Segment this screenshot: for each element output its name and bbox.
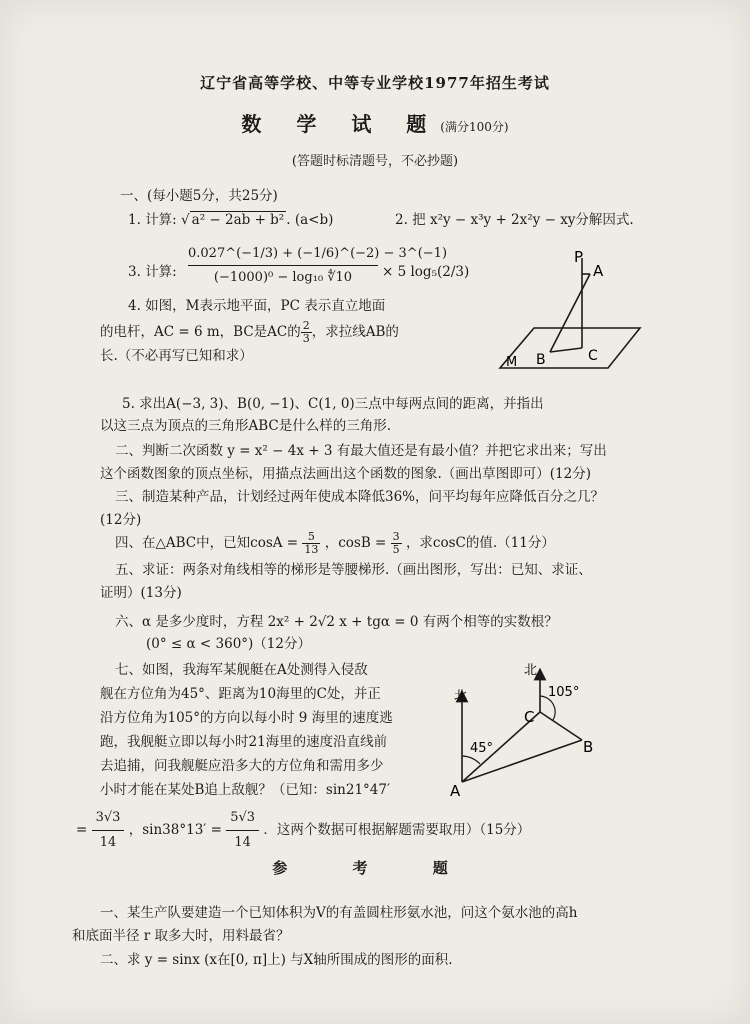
figure-bearing	[440, 660, 610, 800]
part1-heading: 一、(每小题5分，共25分)	[120, 188, 278, 204]
line-cb	[540, 712, 582, 740]
part6-line2: (0° ≤ α < 360°)（12分）	[146, 636, 311, 652]
ref-q1-line1: 一、某生产队要建造一个已知体积为V的有盖圆柱形氨水池，问这个氨水池的高h	[100, 905, 578, 921]
q4-line2-end: ，求拉线AB的	[311, 324, 399, 340]
part7-f1-den: 14	[99, 835, 117, 850]
part4-f2-den: 5	[392, 543, 400, 556]
q1-label: 1. 计算:	[128, 212, 177, 228]
part5-line1: 五、求证：两条对角线相等的梯形是等腰梯形.（画出图形，写出：已知、求证、	[115, 562, 592, 578]
q3-label: 3. 计算:	[128, 264, 177, 280]
part3-line2: (12分)	[100, 512, 142, 528]
north-label-2: 北	[524, 663, 538, 678]
label-c: C	[588, 348, 598, 364]
part7-line6: 小时才能在某处B追上敌舰？（已知：sin21°47′	[100, 782, 391, 798]
label-p: P	[574, 248, 584, 266]
instruction-note: (答题时标清题号，不必抄题)	[291, 154, 459, 169]
sqrt-icon: √	[181, 212, 190, 228]
part4	[115, 531, 555, 556]
label-c2: C	[524, 708, 535, 726]
part7-line2: 舰在方位角为45°、距离为10海里的C处，并正	[100, 686, 381, 702]
label-b: B	[536, 352, 546, 368]
part5-line2: 证明）(13分)	[100, 585, 182, 601]
part4-fraction2	[391, 531, 402, 556]
figure-pole-plane	[490, 240, 650, 380]
score-note: (满分100分)	[440, 120, 509, 134]
wire-line	[550, 274, 590, 352]
part7-fraction1	[92, 808, 125, 853]
part7-f2-den: 14	[234, 835, 251, 850]
part7-f2-num: 5√3	[226, 808, 259, 831]
q4-fraction	[301, 320, 312, 345]
part7-eq: =	[76, 822, 88, 838]
part4-f1-den: 13	[304, 543, 319, 556]
part7-line5: 去追捕，问我舰艇应沿多大的方位角和需用多少	[100, 758, 384, 774]
q1-radicand: a² − 2ab + b²	[191, 212, 285, 228]
base-line	[550, 348, 582, 352]
label-b2: B	[583, 738, 594, 756]
part7-data	[76, 808, 530, 853]
part4-f1-num: 5	[302, 531, 320, 544]
q4-line2	[100, 320, 399, 345]
label-a2: A	[450, 782, 461, 800]
part7-mid: ，sin38°13′ =	[128, 822, 222, 838]
part4-text-b: ，cosB =	[324, 535, 387, 551]
part4-text-c: ，求cosC的值.（11分）	[405, 535, 555, 551]
q4-line2-start: 的电杆，AC = 6 m，BC是AC的	[100, 324, 301, 340]
part7-line4: 跑，我舰艇立即以每小时21海里的速度沿直线前	[100, 734, 388, 750]
q5-line2: 以这三点为顶点的三角形ABC是什么样的三角形.	[100, 418, 392, 434]
part4-text-a: 四、在△ABC中，已知cosA =	[115, 535, 299, 551]
part2-line1: 二、判断二次函数 y = x² − 4x + 3 有最大值还是有最小值？并把它求出来；写出	[115, 443, 607, 459]
subject-title	[0, 108, 750, 137]
q4-line3: 长.（不必再写已知和求）	[100, 348, 253, 364]
reference-heading: 参 考 题	[272, 859, 478, 877]
q2: 2. 把 x²y − x³y + 2x²y − xy分解因式.	[395, 212, 634, 228]
q1-condition: . (a<b)	[286, 212, 334, 228]
label-m: M	[506, 355, 518, 370]
angle-label-45: 45°	[470, 741, 494, 756]
part7-f1-num: 3√3	[92, 808, 125, 831]
part3-line1: 三、制造某种产品，计划经过两年使成本降低36%，问平均每年应降低百分之几？	[115, 489, 605, 505]
ground-plane-shape	[500, 328, 640, 368]
ref-q2-line1: 二、求 y = sinx (x在[0, π]上) 与X轴所围成的图形的面积.	[100, 952, 453, 968]
q1	[128, 210, 333, 230]
q5-line1: 5. 求出A(−3, 3)、B(0, −1)、C(1, 0)三点中每两点间的距离，并指出	[122, 396, 544, 412]
part7-tail: ．这两个数据可根据解题需要取用）（15分）	[263, 822, 531, 838]
angle-arc-a	[462, 756, 480, 764]
q4-frac-num: 2	[302, 319, 310, 332]
q3-tail: × 5 log₅(2/3)	[382, 264, 470, 280]
north-label-1: 北	[454, 689, 468, 704]
exam-title: 辽宁省高等学校、中等专业学校1977年招生考试	[200, 74, 550, 92]
part6-line1: 六、α 是多少度时，方程 2x² + 2√2 x + tgα = 0 有两个相等的实数根？	[115, 614, 558, 630]
part7-line1: 七、如图，我海军某舰艇在A处测得入侵敌	[115, 662, 368, 678]
q4-frac-den: 3	[302, 332, 310, 345]
q3-denominator: (−1000)⁰ − log₁₀ ∜10	[213, 270, 353, 285]
angle-label-105: 105°	[548, 685, 580, 700]
part7-fraction2	[226, 808, 259, 853]
ref-q1-line2: 和底面半径 r 取多大时，用料最省？	[72, 928, 290, 944]
part4-fraction1	[302, 531, 320, 556]
q4-line1: 4. 如图，M表示地平面，PC 表示直立地面	[128, 298, 386, 314]
label-a: A	[593, 262, 604, 280]
subject-name: 数 学 试 题	[241, 112, 441, 136]
q3-numerator: 0.027^(−1/3) + (−1/6)^(−2) − 3^(−1)	[188, 246, 378, 266]
part4-f2-num: 3	[392, 530, 400, 543]
part2-line2: 这个函数图象的顶点坐标，用描点法画出这个函数的图象.（画出草图即可）(12分)	[100, 466, 592, 482]
part7-line3: 沿方位角为105°的方向以每小时 9 海里的速度逃	[100, 710, 393, 726]
